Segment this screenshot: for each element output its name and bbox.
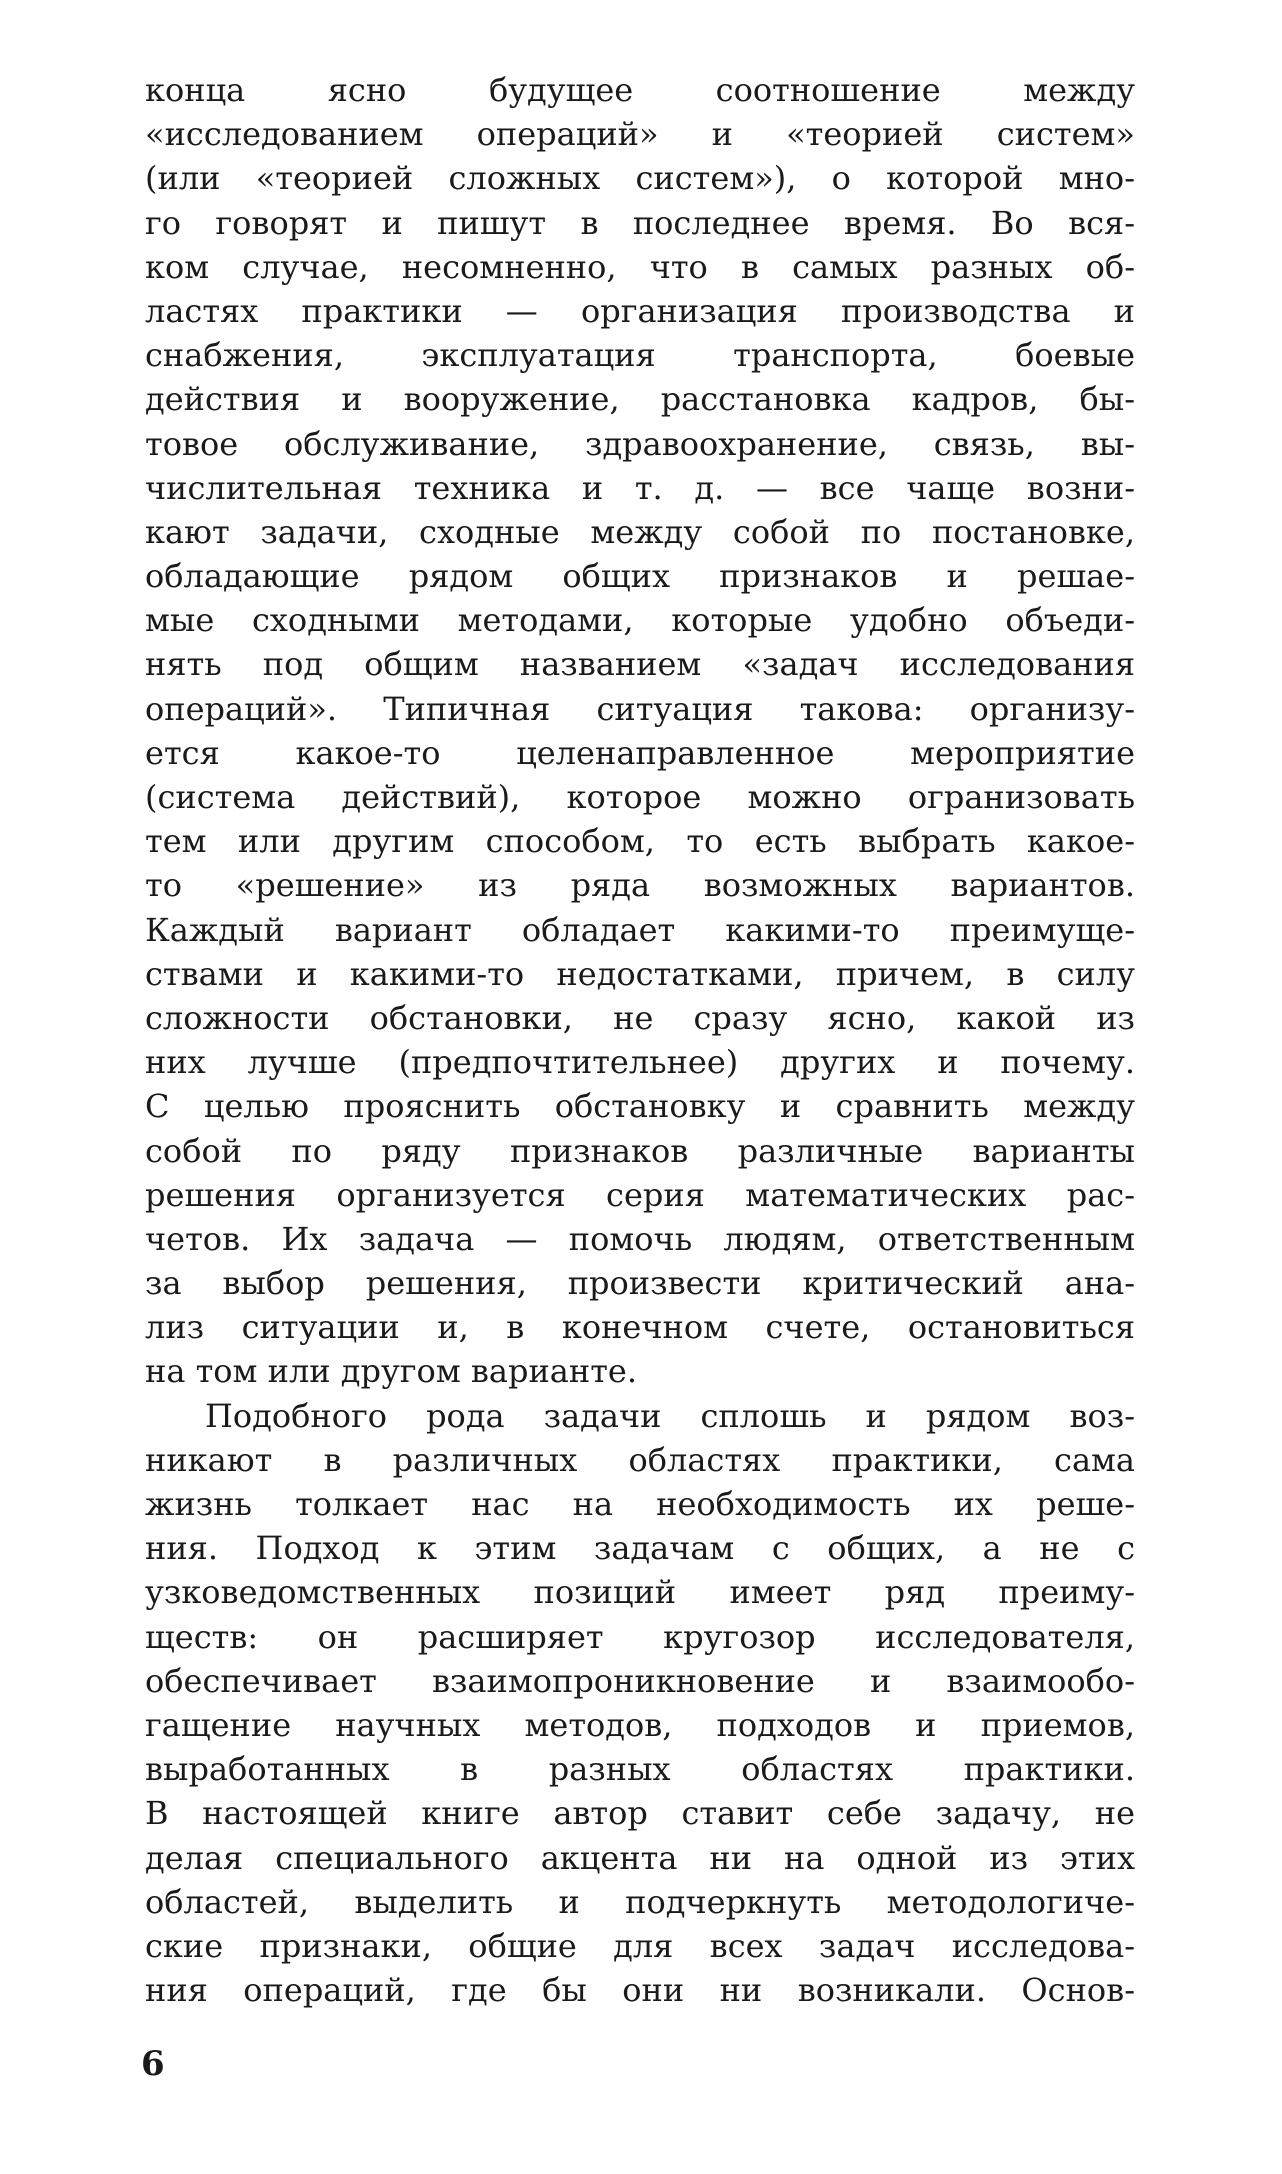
text-line: ния. Подход к этим задачам с общих, а не с: [145, 1529, 1135, 1568]
text-line: ком случае, несомненно, что в самых разных об-: [145, 247, 1135, 286]
text-line: четов. Их задача — помочь людям, ответственным: [145, 1219, 1135, 1258]
body-text: [145, 68, 1135, 2012]
text-line: го говорят и пишут в последнее время. Во вся-: [145, 203, 1135, 242]
text-line: действия и вооружение, расстановка кадров, бы-: [145, 380, 1135, 419]
text-line: лиз ситуации и, в конечном счете, остановиться: [145, 1308, 1135, 1347]
paragraph-1: [145, 68, 1135, 1394]
text-line: никают в различных областях практики, сама: [145, 1440, 1135, 1479]
text-line: за выбор решения, произвести критический ана-: [145, 1264, 1135, 1303]
text-line: областей, выделить и подчеркнуть методологиче-: [145, 1882, 1135, 1921]
text-line: узковедомственных позиций имеет ряд преиму-: [145, 1573, 1135, 1612]
text-line: (или «теорией сложных систем»), о которой мно-: [145, 159, 1135, 198]
text-line: решения организуется серия математических рас-: [145, 1175, 1135, 1214]
text-line: товое обслуживание, здравоохранение, связь, вы-: [145, 424, 1135, 463]
text-line: жизнь толкает нас на необходимость их реше-: [145, 1485, 1135, 1523]
paragraph-2: [145, 1394, 1135, 2013]
text-line: ния операций, где бы они ни возникали. Основ-: [145, 1971, 1135, 2010]
text-line: обладающие рядом общих признаков и решае-: [145, 557, 1135, 596]
text-line: операций». Типичная ситуация такова: организу-: [145, 689, 1135, 728]
text-line: ластях практики — организация производства и: [145, 291, 1135, 330]
text-line: делая специального акцента ни на одной из этих: [145, 1838, 1135, 1877]
text-line: (система действий), которое можно огранизовать: [145, 778, 1135, 816]
text-line: снабжения, эксплуатация транспорта, боевые: [145, 336, 1135, 375]
text-line: выработанных в разных областях практики.: [145, 1750, 1135, 1789]
text-line: В настоящей книге автор ставит себе задачу, не: [145, 1794, 1135, 1833]
text-line: мые сходными методами, которые удобно объеди-: [145, 601, 1135, 640]
text-line: обеспечивает взаимопроникновение и взаимообо-: [145, 1661, 1135, 1700]
text-line: нять под общим названием «задач исследования: [145, 645, 1135, 684]
text-line: на том или другом варианте.: [145, 1352, 637, 1391]
text-line: ствами и какими-то недостатками, причем, в силу: [145, 954, 1135, 993]
text-line: тем или другим способом, то есть выбрать какое-: [145, 822, 1135, 861]
text-line: ется какое-то целенаправленное мероприятие: [145, 733, 1135, 772]
text-line: них лучше (предпочтительнее) других и почему.: [145, 1043, 1135, 1082]
text-line: Подобного рода задачи сплошь и рядом воз-: [205, 1396, 1135, 1435]
page-number: 6: [141, 2044, 165, 2084]
text-line: то «решение» из ряда возможных вариантов.: [145, 866, 1135, 905]
text-line: сложности обстановки, не сразу ясно, какой из: [145, 998, 1135, 1037]
text-line: собой по ряду признаков различные варианты: [145, 1131, 1135, 1170]
text-line: конца ясно будущее соотношение между: [145, 71, 1135, 109]
text-line: числительная техника и т. д. — все чаще возни-: [145, 468, 1135, 507]
text-line: ществ: он расширяет кругозор исследователя,: [145, 1617, 1135, 1656]
text-line: ские признаки, общие для всех задач исследова-: [145, 1926, 1135, 1965]
text-line: Каждый вариант обладает какими-то преимуще-: [145, 910, 1135, 949]
text-line: «исследованием операций» и «теорией систем»: [145, 115, 1135, 154]
text-line: гащение научных методов, подходов и приемов,: [145, 1705, 1135, 1744]
text-line: С целью прояснить обстановку и сравнить между: [145, 1087, 1135, 1126]
text-line: кают задачи, сходные между собой по постановке,: [145, 512, 1135, 551]
